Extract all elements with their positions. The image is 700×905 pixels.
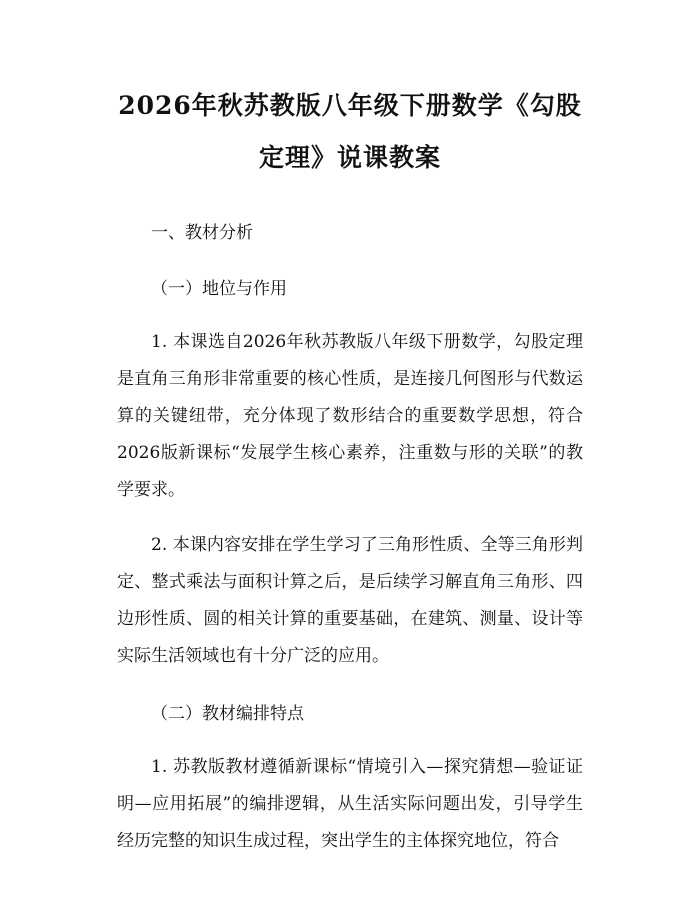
paragraph-3: 1. 苏教版教材遵循新课标“情境引入—探究猜想—验证证明—应用拓展”的编排逻辑，从生活实际问题出发，引导学生经历完整的知识生成过程，突出学生的主体探究地位，符合 xyxy=(117,757,583,851)
paragraph-2: 2. 本课内容安排在学生学习了三角形性质、全等三角形判定、整式乘法与面积计算之后，是后续学习解直角三角形、四边形性质、圆的相关计算的重要基础，在建筑、测量、设计等实际生活领域也有十分广泛的应用。 xyxy=(117,535,583,666)
section-heading-textbook-analysis: 一、教材分析 xyxy=(151,223,253,243)
subsection-heading-arrangement: （二）教材编排特点 xyxy=(151,704,304,724)
subsection-heading-position-role: （一）地位与作用 xyxy=(151,279,287,299)
document-title: 2026年秋苏教版八年级下册数学《勾股定理》说课教案 xyxy=(118,91,582,172)
paragraph-1: 1. 本课选自2026年秋苏教版八年级下册数学，勾股定理是直角三角形非常重要的核心性质，是连接几何图形与代数运算的关键纽带，充分体现了数形结合的重要数学思想，符合2026版新课标“发展学生核心素养，注重数与形的关联”的教学要求。 xyxy=(117,332,583,500)
